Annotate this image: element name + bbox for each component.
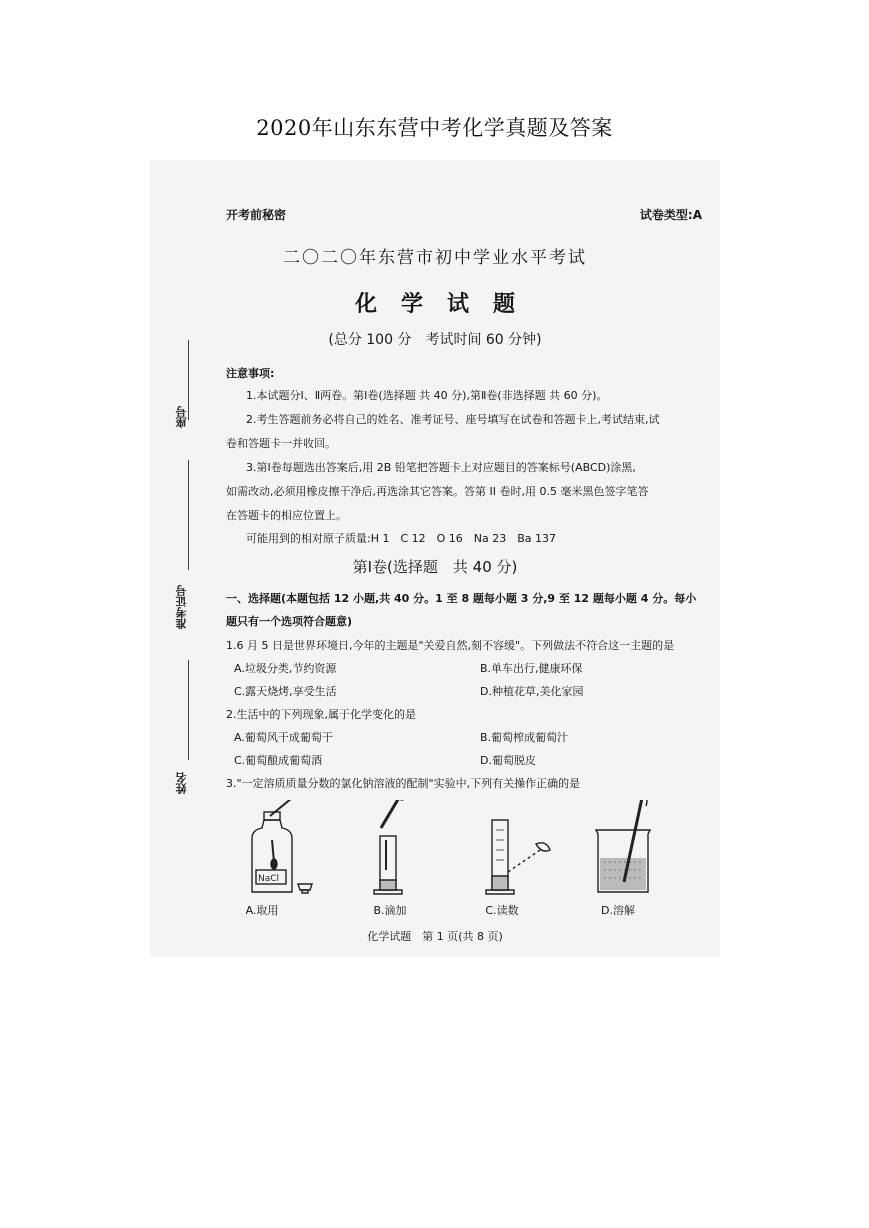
note-line: 2.考生答题前务必将自己的姓名、准考证号、座号填写在试卷和答题卡上,考试结束,试 <box>246 413 660 426</box>
dropper-cylinder-icon <box>374 800 406 894</box>
section-title: 第Ⅰ卷(选择题 共 40 分) <box>352 558 518 576</box>
reagent-bottle-icon <box>252 800 312 893</box>
atomic-mass-line: 可能用到的相对原子质量:H 1 C 12 O 16 Na 23 Ba 137 <box>246 532 557 545</box>
question-stem: 1.6 月 5 日是世界环境日,今年的主题是"关爱自然,刻不容缓"。下列做法不符合这一主题的是 <box>226 639 675 652</box>
secret-label: 开考前秘密 <box>226 208 287 222</box>
question-option: B.葡萄榨成葡萄汁 <box>480 731 569 744</box>
section-intro-line: 题只有一个选项符合题意) <box>226 615 353 628</box>
notes-heading: 注意事项: <box>226 367 275 380</box>
note-line: 1.本试题分Ⅰ、Ⅱ两卷。第Ⅰ卷(选择题 共 40 分),第Ⅱ卷(非选择题 共 60 分)。 <box>246 389 608 402</box>
beaker-stirring-icon <box>596 800 650 892</box>
nacl-label: NaCl <box>258 874 280 884</box>
ticket-label: 准考证号 <box>175 585 188 629</box>
note-line: 在答题卡的相应位置上。 <box>226 509 347 522</box>
note-line: 3.第Ⅰ卷每题选出答案后,用 2B 铅笔把答题卡上对应题目的答案标号(ABCD)涂黑, <box>246 461 636 474</box>
figure-caption-a: A.取用 <box>245 904 279 917</box>
figure-caption-b: B.滴加 <box>373 904 407 917</box>
score-info: (总分 100 分 考试时间 60 分钟) <box>328 332 542 348</box>
cylinder-reading-icon <box>486 820 550 894</box>
figure-caption-c: C.读数 <box>485 904 519 917</box>
question-option: B.单车出行,健康环保 <box>480 662 583 675</box>
question-stem: 2.生活中的下列现象,属于化学变化的是 <box>226 708 416 721</box>
question-option: D.葡萄脱皮 <box>480 754 536 767</box>
question-option: C.葡萄酿成葡萄酒 <box>234 754 323 767</box>
note-line: 如需改动,必须用橡皮擦干净后,再选涂其它答案。答第 II 卷时,用 0.5 毫米黑色签字笔答 <box>226 485 649 498</box>
name-label: 姓名 <box>175 772 188 794</box>
figure-caption-d: D.溶解 <box>601 904 635 917</box>
question-option: A.垃圾分类,节约资源 <box>234 662 337 675</box>
section-intro-line: 一、选择题(本题包括 12 小题,共 40 分。1 至 8 题每小题 3 分,9 至 12 题每小题 4 分。每小 <box>226 592 697 605</box>
experiment-figures <box>240 800 690 900</box>
question-option: C.露天烧烤,享受生活 <box>234 685 337 698</box>
question-stem: 3."一定溶质质量分数的氯化钠溶液的配制"实验中,下列有关操作正确的是 <box>226 777 581 790</box>
name-rule <box>188 660 189 760</box>
scanned-exam-page <box>150 160 720 957</box>
question-option: A.葡萄风干成葡萄干 <box>234 731 333 744</box>
note-line: 卷和答题卡一并收回。 <box>226 437 336 450</box>
seat-label: 座号 <box>175 406 188 428</box>
page-footer: 化学试题 第 1 页(共 8 页) <box>367 930 503 943</box>
ticket-rule <box>188 460 189 570</box>
question-option: D.种植花草,美化家园 <box>480 685 584 698</box>
document-title: 2020年山东东营中考化学真题及答案 <box>256 116 613 140</box>
exam-title: 二〇二〇年东营市初中学业水平考试 <box>283 248 587 268</box>
paper-type-label: 试卷类型:A <box>639 208 702 222</box>
subject-title: 化学试题 <box>354 292 539 317</box>
